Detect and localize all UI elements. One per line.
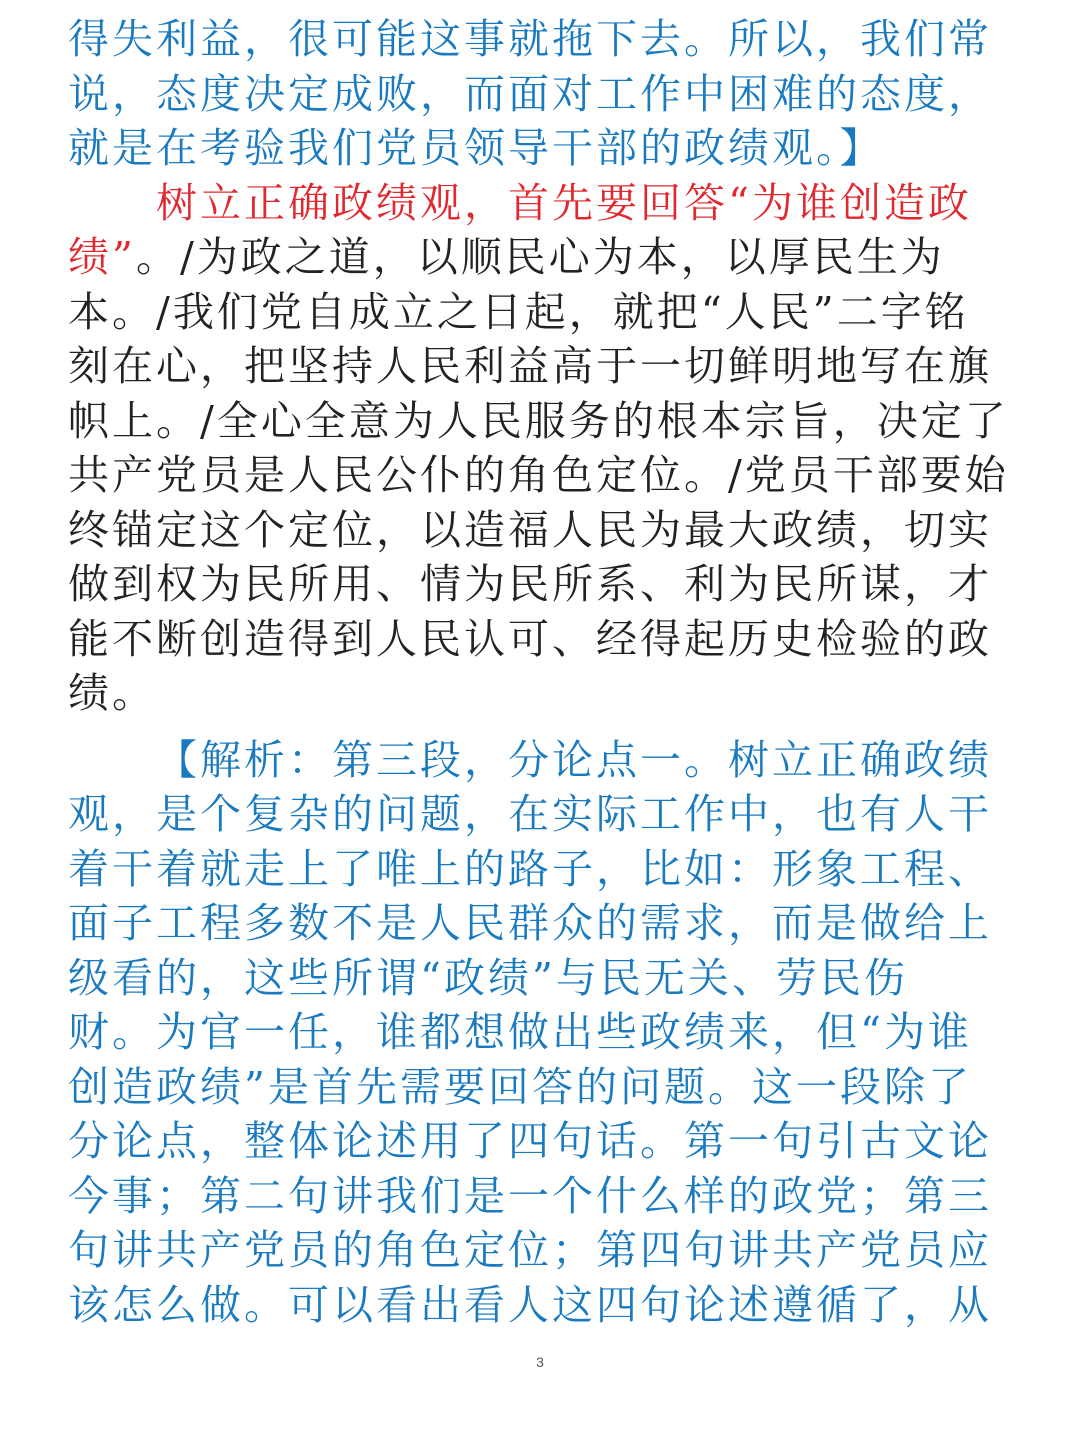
previous-analysis-paragraph [68, 12, 1008, 176]
text-line: 本。/我们党自成立之日起，就把“人民”二字铭 [68, 287, 969, 336]
text-line [68, 230, 1008, 285]
text-line: 该怎么做。可以看出看人这四句论述遵循了，从 [68, 1280, 992, 1329]
text-line: 能不断创造得到人民认可、经得起历史检验的政 [68, 614, 992, 663]
text-line: 帜上。/全心全意为人民服务的根本宗旨，决定了 [68, 396, 1009, 445]
sub-argument-heading: 树立正确政绩观，首先要回答“为谁创造政 [156, 178, 972, 227]
page-number: 3 [536, 1354, 544, 1370]
sub-argument-heading-tail: 绩” [68, 233, 136, 281]
text-line: 财。为官一任，谁都想做出些政绩来，但“为谁 [68, 1008, 972, 1056]
body-text: 。/为政之道，以顺民心为本，以厚民生为 [135, 233, 945, 281]
text-line: 级看的，这些所谓“政绩”与民无关、劳民伤 [68, 953, 908, 1002]
text-line: 今事；第二句讲我们是一个什么样的政党；第三 [68, 1171, 992, 1220]
text-line: 就是在考验我们党员领导干部的政绩观。】 [68, 124, 884, 172]
text-line: 分论点，整体论述用了四句话。第一句引古文论 [68, 1117, 992, 1165]
document-page [68, 12, 1008, 1332]
text-line: 着干着就走上了唯上的路子，比如：形象工程、 [68, 844, 992, 893]
analysis-paragraph [68, 733, 1008, 1333]
text-line: 观，是个复杂的问题，在实际工作中，也有人干 [68, 790, 992, 838]
text-line: 创造政绩”是首先需要回答的问题。这一段除了 [68, 1062, 972, 1111]
text-line: 面子工程多数不是人民群众的需求，而是做给上 [68, 899, 992, 947]
text-line: 刻在心，把坚持人民利益高于一切鲜明地写在旗 [68, 342, 992, 390]
text-line: 终锚定这个定位，以造福人民为最大政绩，切实 [68, 505, 992, 554]
text-line: 【解析：第三段，分论点一。树立正确政绩 [156, 735, 992, 784]
text-line: 绩。 [68, 669, 156, 717]
text-line: 得失利益，很可能这事就拖下去。所以，我们常 [68, 15, 992, 63]
text-line: 共产党员是人民公仆的角色定位。/党员干部要始 [68, 451, 1009, 499]
text-line: 句讲共产党员的角色定位；第四句讲共产党员应 [68, 1226, 992, 1274]
text-line: 说，态度决定成败，而面对工作中困难的态度， [68, 69, 992, 118]
text-line: 做到权为民所用、情为民所系、利为民所谋，才 [68, 560, 992, 608]
main-paragraph [68, 176, 1008, 721]
